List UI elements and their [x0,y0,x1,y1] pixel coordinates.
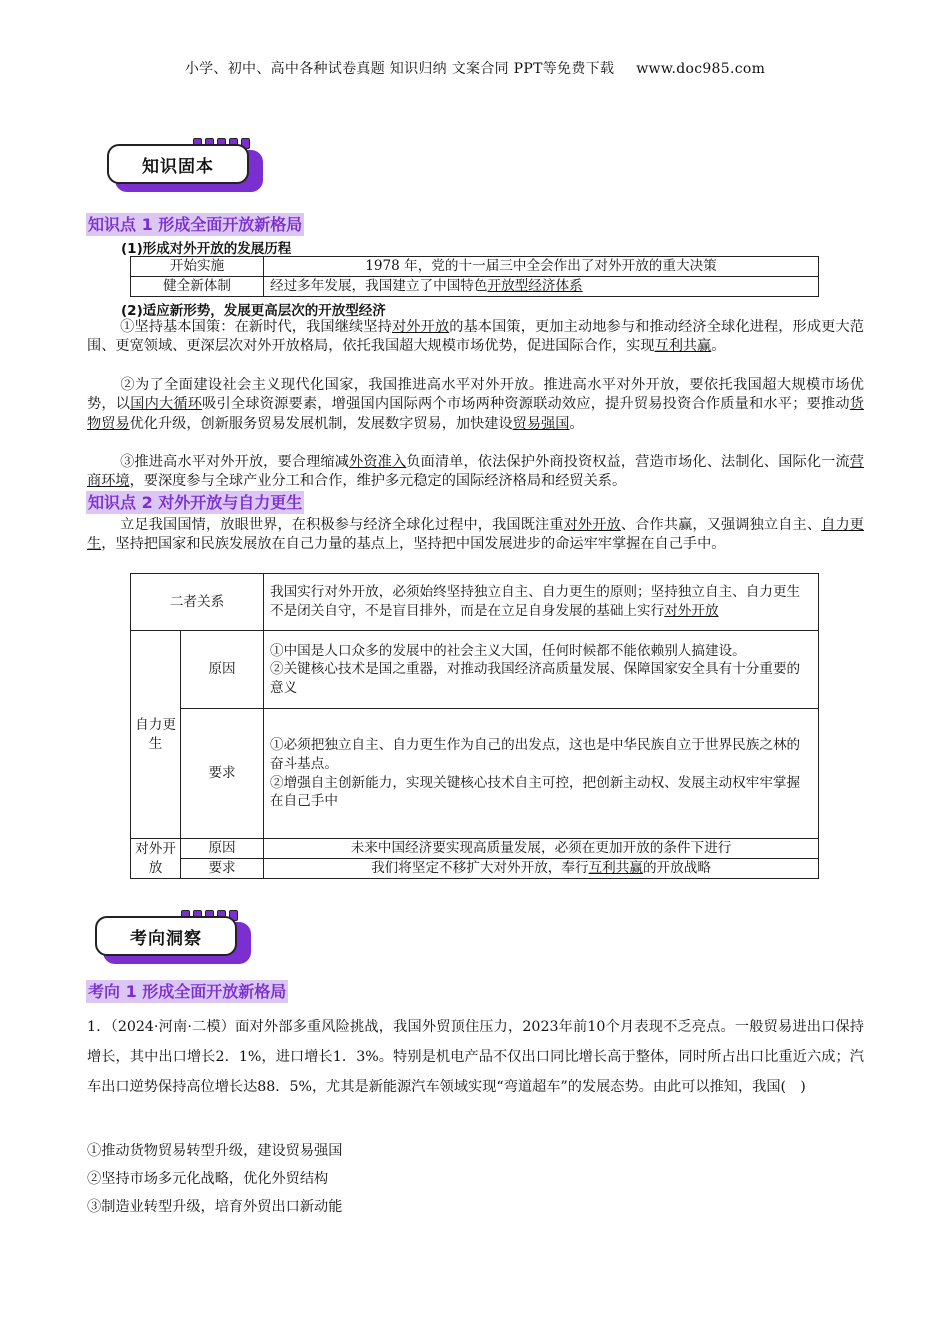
opening-up-label: 对外开放 [131,839,181,879]
history-label: 开始实施 [131,257,264,277]
require-label: 要求 [181,709,264,839]
option-2: ②坚持市场多元化战略，优化外贸结构 [87,1171,329,1187]
table-row [131,859,819,879]
table-row [131,631,819,709]
table-row [131,574,819,631]
trend1-title: 考向 1 形成全面开放新格局 [88,982,287,1001]
page-header [0,58,950,78]
open-require-content: 我们将坚定不移扩大对外开放，奉行互利共赢的开放战略 [264,859,819,879]
point1-paragraph-3: ③推进高水平对外开放，要合理缩减外资准入负面清单，依法保护外商投资权益，营造市场化、法制化、国际化一流营商环境，要深度参与全球产业分工和合作，维护多元稳定的国际经济格局和经贸关系。 [87,454,864,490]
relation-table [130,573,819,879]
table-row [131,709,819,839]
banner-label: 知识固本 [107,144,249,184]
history-table [130,256,819,297]
point1-paragraph-2: ②为了全面建设社会主义现代化国家，我国推进高水平对外开放。推进高水平对外开放，要依托我国超大规模市场优势，以国内大循环吸引全球资源要素，增强国内国际两个市场两种资源联动效应，提升贸易投资合作质量和水平；要推动货物贸易优化升级，创新服务贸易发展机制，发展数字贸易，加快建设贸易强国。 [87,377,864,432]
relation-content: 我国实行对外开放，必须始终坚持独立自主、自力更生的原则；坚持独立自主、自力更生不是闭关自守，不是盲目排外，而是在立足自身发展的基础上实行对外开放 [264,574,819,631]
point2-title: 知识点 2 对外开放与自力更生 [88,493,303,512]
banner-label: 考向洞察 [95,916,237,956]
self-require-content: ①必须把独立自主、自力更生作为自己的出发点，这也是中华民族自立于世界民族之林的奋斗基点。 ②增强自主创新能力，实现关键核心技术自主可控，把创新主动权、发展主动权牢牢掌握在自己手中 [264,709,819,839]
table-row [131,277,819,297]
section-banner-knowledge [107,138,267,194]
section-banner-trends [95,910,255,966]
history-content: 1978 年，党的十一届三中全会作出了对外开放的重大决策 [264,257,819,277]
point1-paragraph-1: ①坚持基本国策：在新时代，我国继续坚持对外开放的基本国策，更加主动地参与和推动经济全球化进程，形成更大范围、更宽领域、更深层次对外开放格局，依托我国超大规模市场优势，促进国际合作，实现互利共赢。 [87,319,864,355]
point1-sub2: (2)适应新形势，发展更高层次的开放型经济 [121,303,386,319]
self-reliance-label: 自力更生 [131,631,181,839]
question-1: 1．（2024·河南·二模）面对外部多重风险挑战，我国外贸顶住压力，2023年前10个月表现不乏亮点。一般贸易进出口保持增长，其中出口增长2．1%，进口增长1．3%。特别是机电产品不仅出口同比增长高于整体，同时所占出口比重近六成；汽车出口逆势保持高位增长达88．5%，尤其是新能源汽车领域实现“弯道超车”的发展态势。由此可以推知，我国( ) [87,1019,864,1095]
history-content: 经过多年发展，我国建立了中国特色开放型经济体系 [264,277,819,297]
open-reason-content: 未来中国经济要实现高质量发展，必须在更加开放的条件下进行 [264,839,819,859]
reason-label: 原因 [181,631,264,709]
point1-sub1: (1)形成对外开放的发展历程 [121,241,292,257]
reason-label: 原因 [181,839,264,859]
table-row [131,257,819,277]
point1-title: 知识点 1 形成全面开放新格局 [88,215,303,234]
header-url[interactable]: www.doc985.com [636,61,766,77]
option-3: ③制造业转型升级，培育外贸出口新动能 [87,1199,343,1215]
header-text: 小学、初中、高中各种试卷真题 知识归纳 文案合同 PPT等免费下载 [184,61,615,77]
history-label: 健全新体制 [131,277,264,297]
point2-paragraph: 立足我国国情，放眼世界，在积极参与经济全球化过程中，我国既注重对外开放、合作共赢，又强调独立自主、自力更生，坚持把国家和民族发展放在自己力量的基点上，坚持把中国发展进步的命运牢牢掌握在自己手中。 [87,517,864,553]
table-row [131,839,819,859]
option-1: ①推动货物贸易转型升级，建设贸易强国 [87,1143,343,1159]
self-reason-content: ①中国是人口众多的发展中的社会主义大国，任何时候都不能依赖别人搞建设。 ②关键核心技术是国之重器，对推动我国经济高质量发展、保障国家安全具有十分重要的意义 [264,631,819,709]
relation-label: 二者关系 [131,574,264,631]
require-label: 要求 [181,859,264,879]
